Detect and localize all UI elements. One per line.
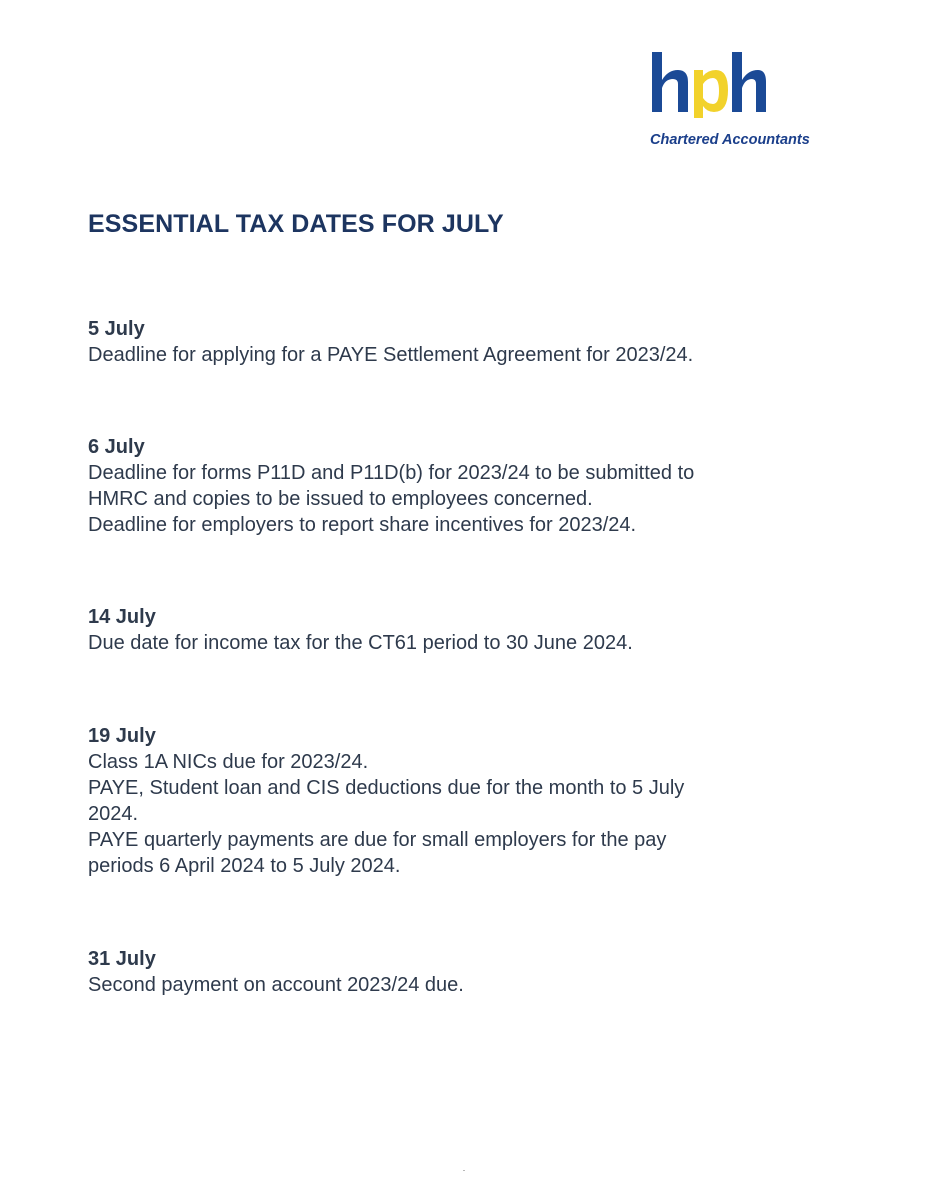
tax-date-entry — [88, 316, 808, 368]
entry-description: 2024. — [88, 803, 139, 825]
page-footer-dot — [463, 1170, 465, 1171]
entry-description: Second payment on account 2023/24 due. — [88, 974, 464, 996]
entry-date: 31 July — [88, 948, 156, 970]
entry-description: periods 6 April 2024 to 5 July 2024. — [88, 855, 401, 877]
entry-description: Due date for income tax for the CT61 period to 30 June 2024. — [88, 632, 633, 654]
logo-p-bowl — [703, 70, 728, 112]
entry-description: Deadline for applying for a PAYE Settlement Agreement for 2023/24. — [88, 344, 694, 366]
tax-date-entry — [88, 434, 808, 538]
page-title: ESSENTIAL TAX DATES FOR JULY — [88, 210, 504, 238]
logo-h2-arch — [742, 70, 766, 112]
logo-h1-arch — [662, 70, 688, 112]
logo-p-stem — [694, 70, 703, 118]
entry-date: 5 July — [88, 318, 145, 340]
entry-date: 6 July — [88, 436, 145, 458]
tax-date-entry — [88, 604, 808, 656]
entry-description: PAYE quarterly payments are due for small employers for the pay — [88, 829, 667, 851]
entry-date: 19 July — [88, 725, 156, 747]
hph-logo-mark — [648, 50, 768, 120]
logo-h1-stem — [652, 52, 662, 112]
logo-tagline: Chartered Accountants — [650, 132, 810, 148]
entry-description: Deadline for forms P11D and P11D(b) for 2023/24 to be submitted to — [88, 462, 695, 484]
entry-description: PAYE, Student loan and CIS deductions due for the month to 5 July — [88, 777, 685, 799]
tax-date-entry — [88, 723, 808, 879]
entry-description: HMRC and copies to be issued to employees concerned. — [88, 488, 593, 510]
logo-h2-stem — [732, 52, 742, 112]
company-logo — [648, 50, 848, 148]
entry-description: Deadline for employers to report share incentives for 2023/24. — [88, 514, 637, 536]
entry-date: 14 July — [88, 606, 156, 628]
tax-date-entry — [88, 946, 808, 998]
entry-description: Class 1A NICs due for 2023/24. — [88, 751, 369, 773]
